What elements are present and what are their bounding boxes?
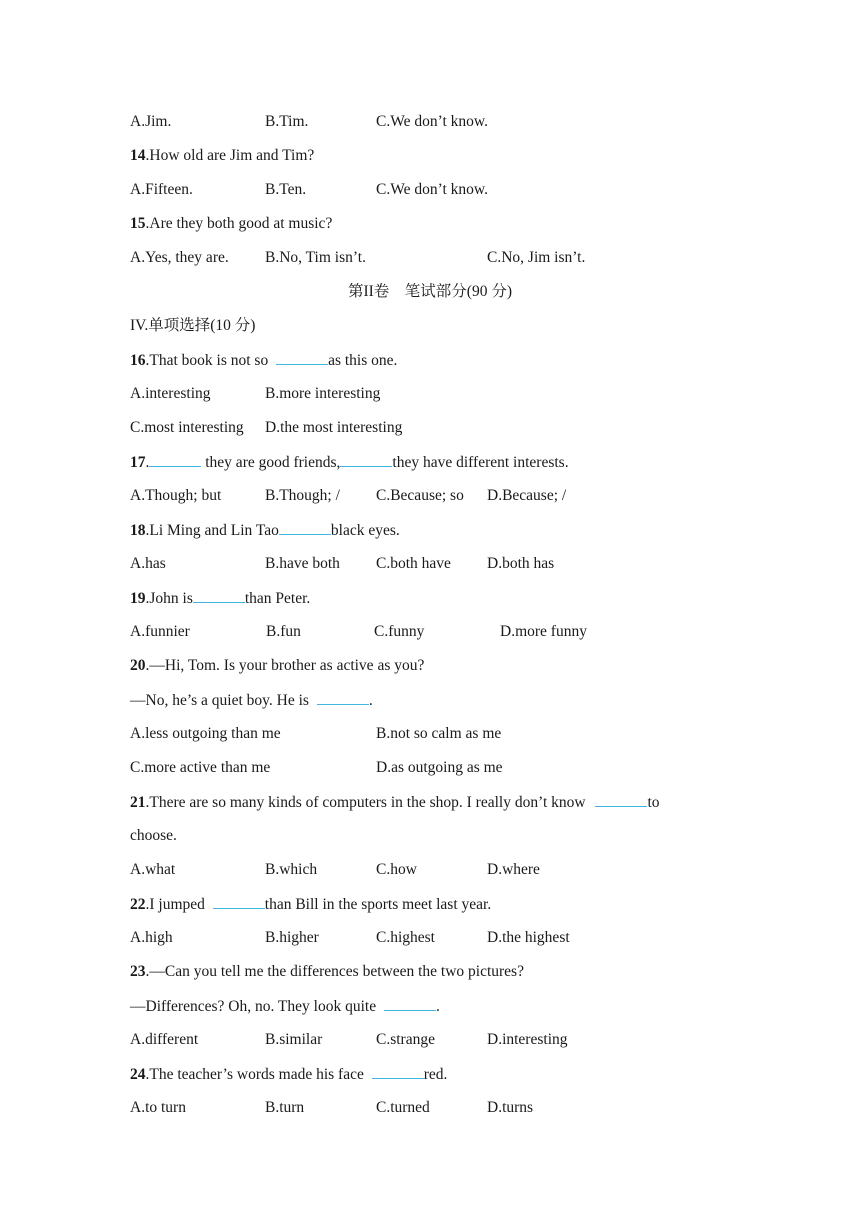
- option-a: A.funnier: [130, 623, 190, 640]
- question-stem: .There are so many kinds of computers in the shop. I really don’t know: [145, 794, 590, 811]
- question-number: 18: [130, 522, 146, 539]
- option-b: B.turn: [265, 1099, 305, 1116]
- option-a: A.less outgoing than me: [130, 725, 281, 742]
- question-stem-end: red.: [423, 1066, 448, 1083]
- question-stem: .Are they both good at music?: [145, 215, 333, 232]
- option-c: C.how: [376, 861, 417, 878]
- answer-blank[interactable]: [149, 452, 201, 467]
- option-d: D.turns: [487, 1099, 534, 1116]
- question-stem-end: they have different interests.: [392, 454, 569, 471]
- option-b: B.similar: [265, 1031, 323, 1048]
- option-b: B.which: [265, 861, 318, 878]
- option-d: D.as outgoing as me: [376, 759, 503, 776]
- option-d: D.the most interesting: [265, 419, 403, 436]
- option-a: A.high: [130, 929, 173, 946]
- question-stem: .That book is not so: [145, 352, 273, 369]
- option-a: A.has: [130, 555, 166, 572]
- option-c: C.Because; so: [376, 487, 464, 504]
- question-stem: .I jumped: [145, 896, 209, 913]
- option-a: A.Though; but: [130, 487, 222, 504]
- answer-blank[interactable]: [317, 690, 369, 705]
- section-4-title: IV.单项选择(10 分): [130, 317, 256, 334]
- option-a: A.different: [130, 1031, 199, 1048]
- option-d: D.where: [487, 861, 540, 878]
- option-a: A.Fifteen.: [130, 181, 193, 198]
- question-22: [130, 894, 491, 915]
- option-d: D.more funny: [500, 623, 587, 640]
- option-d: D.Because; /: [487, 487, 567, 504]
- question-number: 22: [130, 896, 146, 913]
- question-stem-end: as this one.: [328, 352, 398, 369]
- question-number: 21: [130, 794, 146, 811]
- question-14: [130, 146, 314, 166]
- question-23-reply: [130, 996, 440, 1017]
- question-19: [130, 588, 310, 609]
- option-c: C.highest: [376, 929, 435, 946]
- question-20-reply: [130, 690, 373, 711]
- option-d: D.interesting: [487, 1031, 568, 1048]
- question-stem: .John is: [145, 590, 193, 607]
- question-stem-end: than Peter.: [244, 590, 311, 607]
- question-stem: —Differences? Oh, no. They look quite: [130, 998, 380, 1015]
- option-b: B.not so calm as me: [376, 725, 502, 742]
- option-c: C.both have: [376, 555, 451, 572]
- part-2-title: 第II卷 笔试部分(90 分): [347, 283, 513, 300]
- question-24: [130, 1064, 447, 1085]
- question-number: 14: [130, 147, 146, 164]
- option-b: B.Though; /: [265, 487, 340, 504]
- question-23: [130, 962, 524, 982]
- option-a: A.to turn: [130, 1099, 186, 1116]
- question-16: [130, 350, 397, 371]
- question-number: 17: [130, 454, 146, 471]
- option-b: B.Ten.: [265, 181, 307, 198]
- question-number: 19: [130, 590, 146, 607]
- question-stem-end: to: [647, 794, 660, 811]
- question-15: [130, 214, 332, 234]
- option-b: B.have both: [265, 555, 340, 572]
- question-21: [130, 792, 660, 813]
- question-stem-end: black eyes.: [330, 522, 400, 539]
- option-c: C.more active than me: [130, 759, 271, 776]
- answer-blank[interactable]: [193, 588, 245, 603]
- question-18: [130, 520, 400, 541]
- option-b: B.Tim.: [265, 113, 309, 130]
- question-stem: they are good friends,: [201, 454, 341, 471]
- question-stem: —No, he’s a quiet boy. He is: [130, 692, 313, 709]
- option-c: C.We don’t know.: [376, 113, 488, 130]
- question-stem-end: .: [368, 692, 373, 709]
- option-c: C.funny: [374, 623, 425, 640]
- option-b: B.fun: [266, 623, 301, 640]
- option-b: B.more interesting: [265, 385, 381, 402]
- option-d: D.the highest: [487, 929, 570, 946]
- answer-blank[interactable]: [340, 452, 392, 467]
- answer-blank[interactable]: [384, 996, 436, 1011]
- option-c: C.We don’t know.: [376, 181, 488, 198]
- question-stem: .Li Ming and Lin Tao: [145, 522, 279, 539]
- answer-blank[interactable]: [276, 350, 328, 365]
- question-number: 15: [130, 215, 146, 232]
- question-stem: .The teacher’s words made his face: [145, 1066, 368, 1083]
- question-number: 16: [130, 352, 146, 369]
- question-21-cont: choose.: [130, 827, 177, 844]
- question-number: 24: [130, 1066, 146, 1083]
- question-number: 23: [130, 963, 146, 980]
- answer-blank[interactable]: [279, 520, 331, 535]
- option-a: A.what: [130, 861, 176, 878]
- option-c: C.No, Jim isn’t.: [487, 249, 586, 266]
- question-dot: .: [145, 454, 150, 471]
- option-d: D.both has: [487, 555, 555, 572]
- option-c: C.most interesting: [130, 419, 244, 436]
- answer-blank[interactable]: [213, 894, 265, 909]
- question-stem: .—Hi, Tom. Is your brother as active as you?: [145, 657, 425, 674]
- option-c: C.turned: [376, 1099, 430, 1116]
- question-stem-end: .: [435, 998, 440, 1015]
- question-20: [130, 656, 424, 676]
- question-stem: .—Can you tell me the differences between the two pictures?: [145, 963, 524, 980]
- question-number: 20: [130, 657, 146, 674]
- answer-blank[interactable]: [372, 1064, 424, 1079]
- option-a: A.Jim.: [130, 113, 172, 130]
- answer-blank[interactable]: [595, 792, 647, 807]
- option-b: B.higher: [265, 929, 319, 946]
- question-stem: .How old are Jim and Tim?: [145, 147, 315, 164]
- option-c: C.strange: [376, 1031, 435, 1048]
- option-a: A.Yes, they are.: [130, 249, 229, 266]
- question-17: [130, 452, 569, 473]
- option-a: A.interesting: [130, 385, 211, 402]
- option-b: B.No, Tim isn’t.: [265, 249, 366, 266]
- question-stem-end: than Bill in the sports meet last year.: [264, 896, 492, 913]
